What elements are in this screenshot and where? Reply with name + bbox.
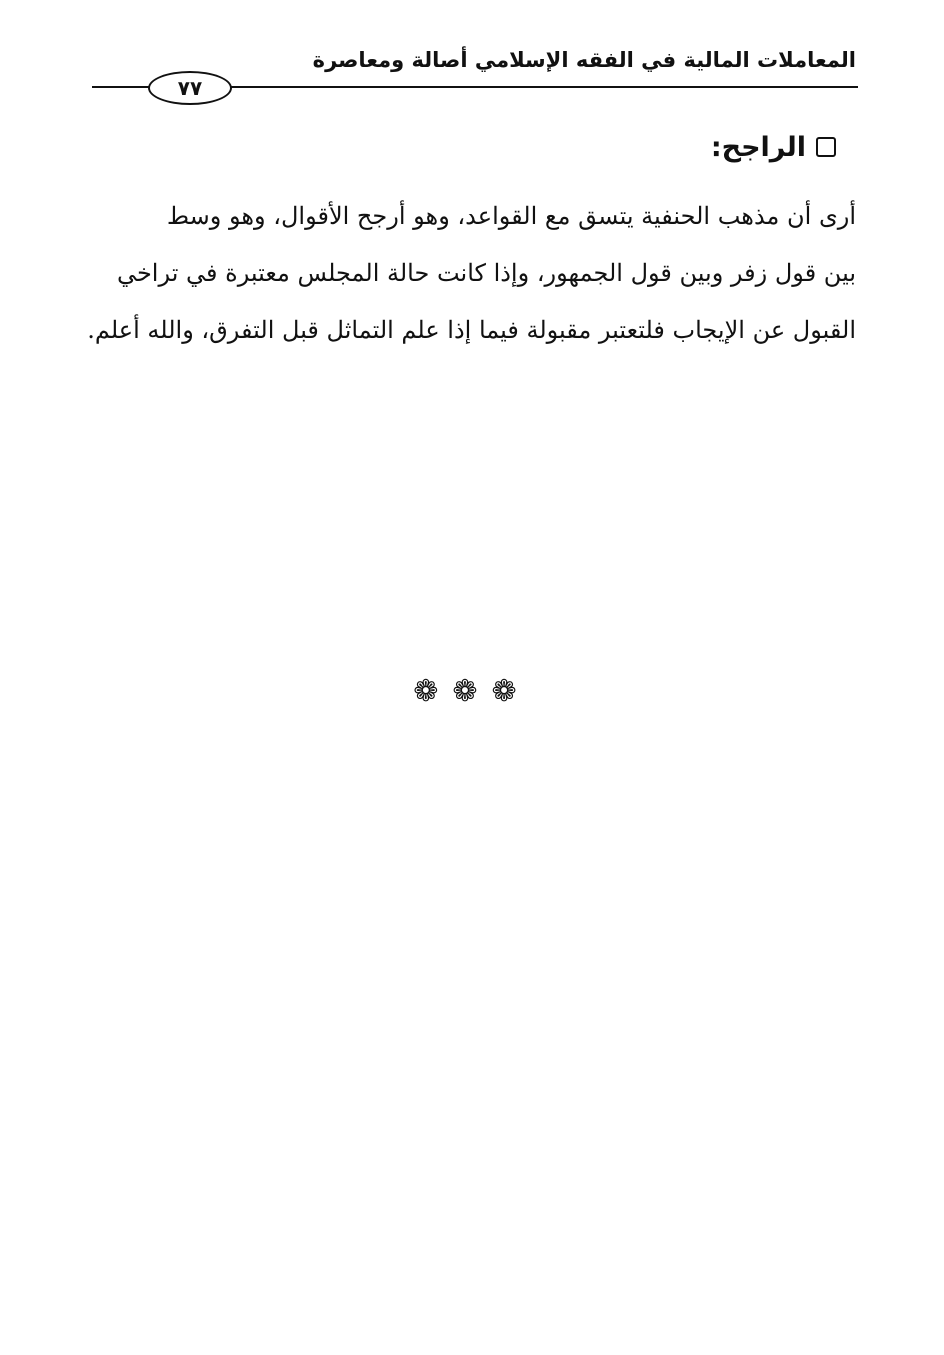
section-heading: [711, 128, 836, 168]
running-title: المعاملات المالية في الفقه الإسلامي أصالة ومعاصرة: [312, 48, 856, 72]
page-number: ٧٧: [148, 71, 232, 105]
square-bullet-icon: [816, 137, 836, 157]
body-line: أرى أن مذهب الحنفية يتسق مع القواعد، وهو أرجح الأقوال، وهو وسط: [166, 202, 856, 230]
section-heading-text: الراجح:: [710, 132, 806, 163]
body-line: بين قول زفر وبين قول الجمهور، وإذا كانت حالة المجلس معتبرة في تراخي: [116, 259, 856, 287]
body-line: القبول عن الإيجاب فلتعتبر مقبولة فيما إذا علم التماثل قبل التفرق، والله أعلم.: [87, 316, 856, 344]
body-paragraph: [88, 188, 856, 359]
flower-ornament-icon: ❁❁❁: [413, 674, 531, 709]
